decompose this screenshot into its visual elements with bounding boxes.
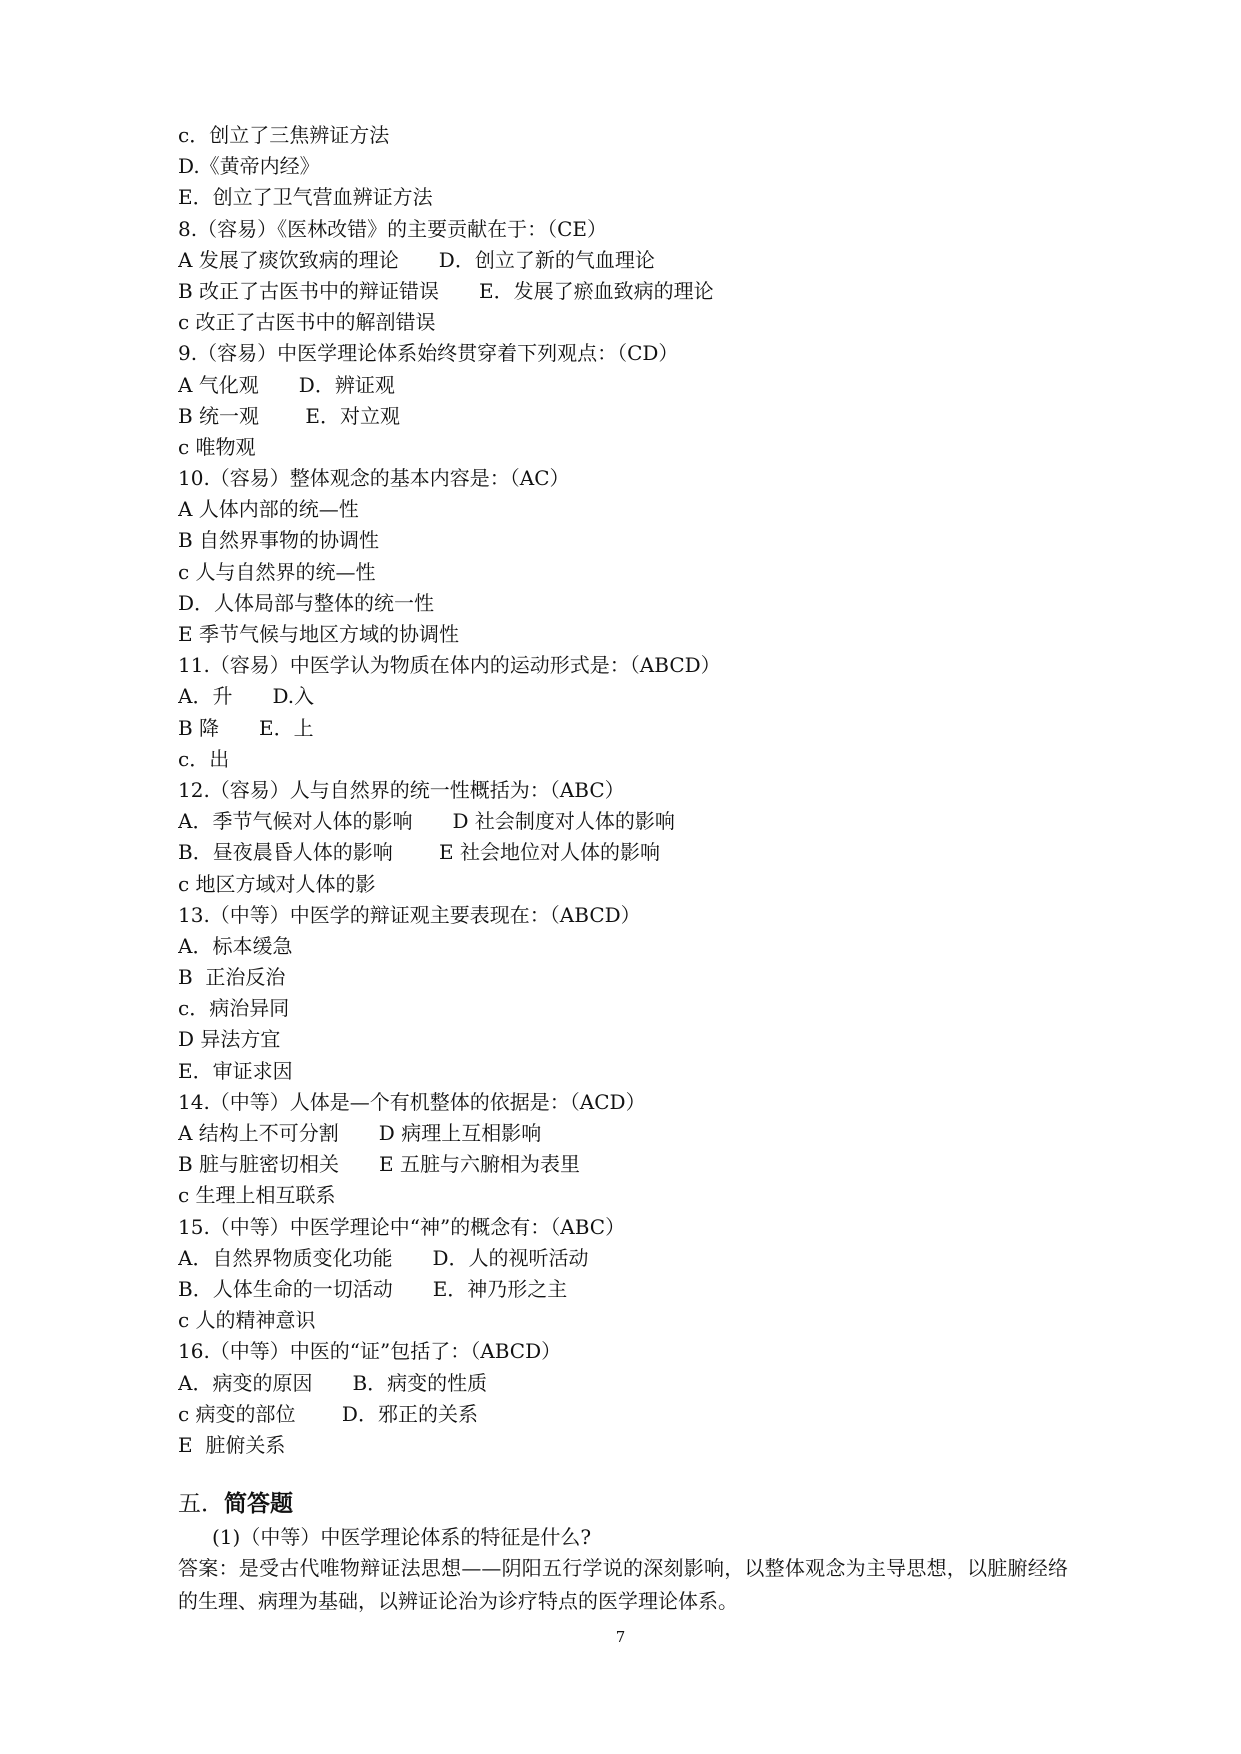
text-line: B 脏与脏密切相关 E 五脏与六腑相为表里: [178, 1152, 581, 1177]
page-number: 7: [615, 1628, 626, 1646]
text-line: 15.（中等）中医学理论中“神”的概念有：（ABC）: [178, 1214, 626, 1239]
text-line: A．升 D.入: [178, 684, 315, 709]
text-line: c．病治异同: [178, 996, 290, 1021]
text-line: c 改正了古医书中的解剖错误: [178, 310, 436, 335]
text-line: B 正治反治: [178, 965, 286, 990]
text-line: c 唯物观: [178, 434, 256, 459]
text-line: B 降 E．上: [178, 715, 314, 740]
text-line: c 人的精神意识: [178, 1308, 316, 1333]
text-line: E．创立了卫气营血辨证方法: [178, 185, 433, 210]
question-list: [178, 120, 1078, 1461]
text-line: 12.（容易）人与自然界的统一性概括为：（ABC）: [178, 777, 625, 802]
text-line: A．标本缓急: [178, 933, 293, 958]
text-line: 13.（中等）中医学的辩证观主要表现在：（ABCD）: [178, 902, 641, 927]
text-line: c 生理上相互联系: [178, 1183, 336, 1208]
short-answer-text: 答案：是受古代唯物辩证法思想——阴阳五行学说的深刻影响，以整体观念为主导思想，以脏腑经络的生理、病理为基础，以辨证论治为诊疗特点的医学理论体系。: [178, 1556, 1068, 1613]
text-line: c 人与自然界的统—性: [178, 559, 376, 584]
text-line: A．自然界物质变化功能 D．人的视听活动: [178, 1245, 589, 1270]
text-line: 10.（容易）整体观念的基本内容是：（AC）: [178, 466, 570, 491]
text-line: 8.（容易）《医林改错》的主要贡献在于：（CE）: [178, 216, 607, 241]
text-line: A．病变的原因 B．病变的性质: [178, 1370, 488, 1395]
short-answer-question: (1)（中等）中医学理论体系的特征是什么?: [212, 1525, 592, 1549]
text-line: c 病变的部位 D．邪正的关系: [178, 1401, 478, 1426]
text-line: A 气化观 D．辨证观: [178, 372, 395, 397]
section-heading: [178, 1486, 1078, 1522]
text-line: c 地区方域对人体的影: [178, 871, 376, 896]
text-line: B．人体生命的一切活动 E．神乃形之主: [178, 1276, 568, 1301]
text-line: D 异法方宜: [178, 1027, 281, 1052]
section-number: 五．: [178, 1491, 224, 1517]
text-line: A 发展了痰饮致病的理论 D．创立了新的气血理论: [178, 247, 655, 272]
text-line: 11.（容易）中医学认为物质在体内的运动形式是：（ABCD）: [178, 653, 721, 678]
text-line: A 结构上不可分割 D 病理上互相影响: [178, 1121, 542, 1145]
text-line: D.《黄帝内经》: [178, 154, 320, 179]
text-line: A 人体内部的统—性: [178, 497, 359, 522]
text-line: c．创立了三焦辨证方法: [178, 123, 390, 147]
text-line: E 脏俯关系: [178, 1432, 286, 1457]
text-line: E 季节气候与地区方域的协调性: [178, 622, 459, 646]
text-line: D．人体局部与整体的统一性: [178, 590, 435, 615]
text-line: 9.（容易）中医学理论体系始终贯穿着下列观点：（CD）: [178, 341, 679, 366]
text-line: 14.（中等）人体是—个有机整体的依据是：（ACD）: [178, 1089, 646, 1114]
text-line: B 统一观 E．对立观: [178, 403, 401, 428]
text-line: 16.（中等）中医的“证”包括了：（ABCD）: [178, 1339, 562, 1364]
text-line: A．季节气候对人体的影响 D 社会制度对人体的影响: [178, 809, 675, 834]
text-line: c．出: [178, 746, 230, 771]
text-line: E．审证求因: [178, 1058, 293, 1083]
text-line: B 改正了古医书中的辩证错误 E．发展了瘀血致病的理论: [178, 278, 714, 303]
section-title: 简答题: [224, 1490, 293, 1517]
text-line: B 自然界事物的协调性: [178, 528, 380, 553]
text-line: B．昼夜晨昏人体的影响 E 社会地位对人体的影响: [178, 840, 661, 865]
short-answer-section: [178, 1486, 1078, 1618]
